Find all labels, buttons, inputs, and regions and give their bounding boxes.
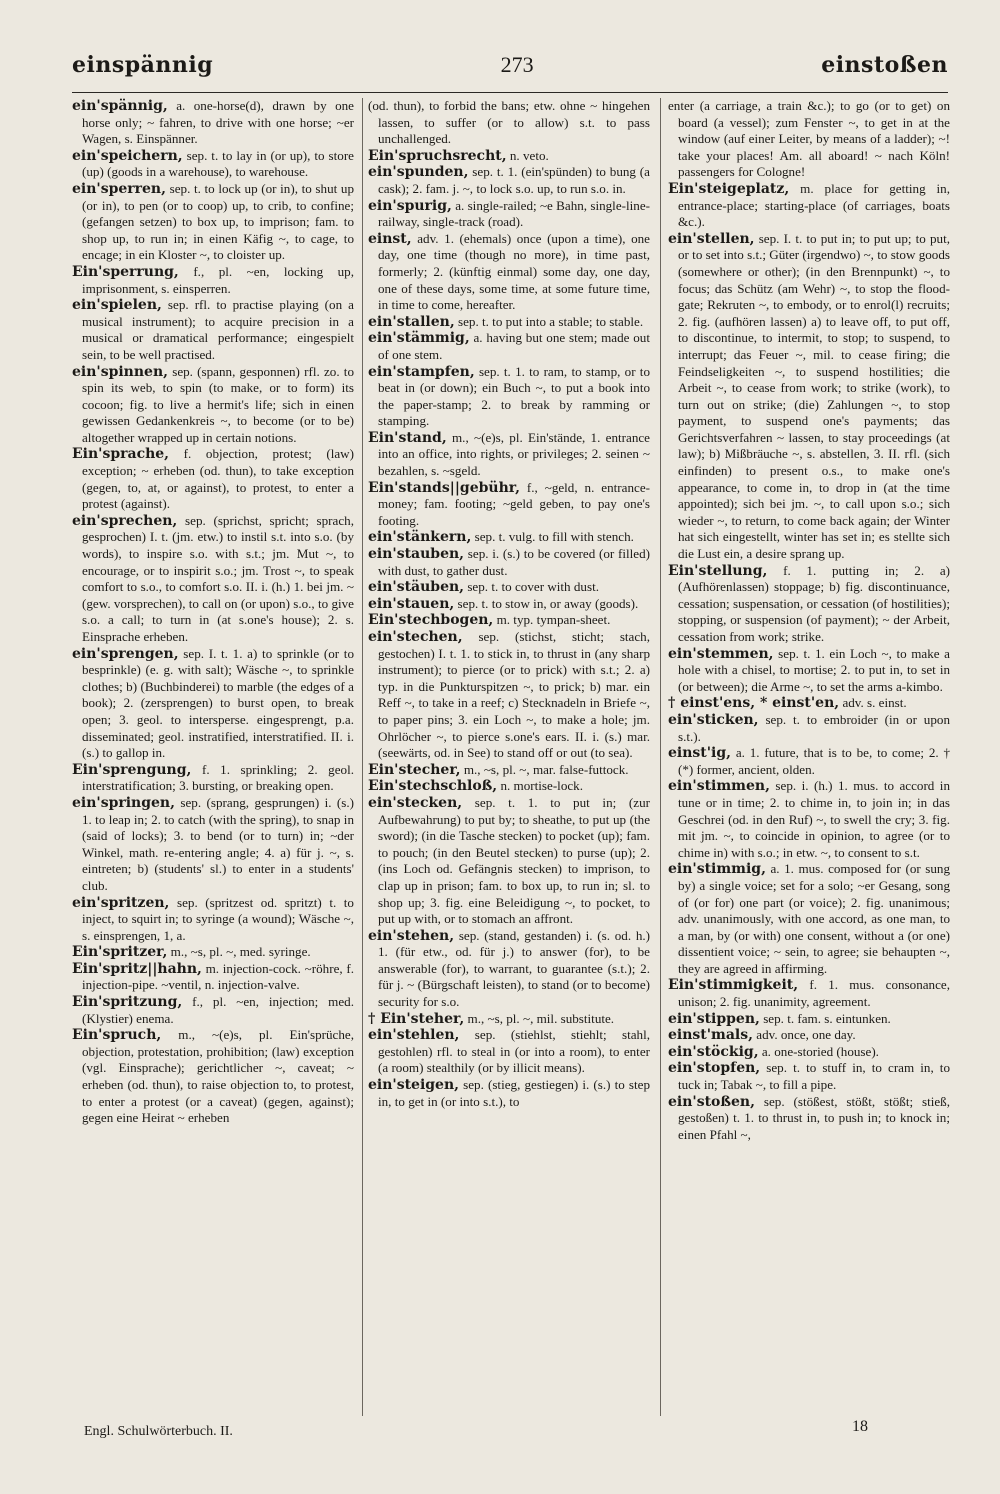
entry-headword: einst'ig,	[668, 745, 732, 762]
entry-definition: sep. t. to embroider (in or upon s.t.).	[678, 711, 950, 744]
entry-definition: n. mortise-lock.	[500, 778, 583, 794]
entry-headword: Ein'stecher,	[368, 761, 461, 778]
entry-headword: Ein'spritzer,	[72, 944, 168, 961]
dictionary-entry	[368, 364, 650, 430]
dictionary-entry	[668, 712, 950, 745]
dictionary-entry	[72, 994, 354, 1027]
entry-definition: sep. t. to cover with dust.	[467, 579, 599, 595]
entry-headword: ein'stäuben,	[368, 579, 465, 596]
entry-headword: ein'stampfen,	[368, 363, 475, 380]
entry-definition: m. typ. tympan-sheet.	[496, 612, 611, 628]
entry-columns	[72, 98, 950, 1416]
entry-definition: enter (a carriage, a train &c.); to go (or to get) on board (a vessel); zum Fenster ~, to get in at the window (auf einer Leiter, by means of a ladder); ~! take your places! Am. all aboard! ~ nach Köln! passengers for Cologne!	[668, 98, 950, 180]
entry-definition: sep. t. to put into a stable; to stable.	[458, 313, 644, 329]
entry-headword: ein'stoßen,	[668, 1093, 755, 1110]
entry-headword: einst,	[368, 230, 412, 247]
entry-definition: sep. (stößest, stößt, stößt; stieß, gestoßen) t. 1. to thrust in, to push in; to knock in; einen Pfahl ~,	[678, 1093, 950, 1142]
dictionary-entry	[368, 430, 650, 480]
dictionary-entry	[72, 98, 354, 148]
entry-definition: sep. t. to stuff in, to cram in, to tuck in; Tabak ~, to fill a pipe.	[678, 1060, 950, 1093]
entry-headword: Ein'spritzung,	[72, 994, 183, 1011]
entry-definition: a. 1. mus. composed for (or sung by) a single voice; set for a solo; ~er Gesang, song of (or for) one part (or voice); 2. fig. unanimous; adv. unanimously, with one accord, as one man, to a man, by (or with) one consent, without a (or one) dissentient voice; ~ sein, to agree; sie behaupten ~, they are agreed in affirming.	[678, 861, 950, 976]
entry-headword: ein'stippen,	[668, 1010, 760, 1027]
entry-headword: ein'stehlen,	[368, 1027, 460, 1044]
dictionary-entry	[668, 778, 950, 861]
entry-definition: sep. (sprichst, spricht; sprach, gesprochen) I. t. (jm. etw.) to instil s.t. into s.o. (by words), to inspire s.o. with s.t.; jm. Mut ~, to encourage, or to inspirit s.o.; jm. Trost ~, to speak comfort to s.o., to comfort s.o. II. i. (h.) 1. bei jm. ~ (gew. vorsprechen), to call on (or upon) s.o., to give s.o. a call; to turn in (at s.one's house); 2. s. Einsprache erheben.	[82, 512, 354, 644]
entry-definition: f. 1. sprinkling; 2. geol. interstratification; 3. bursting, or breaking open.	[82, 761, 354, 794]
entry-definition: sep. t. 1. to ram, to stamp, or to beat in (or down); ein Buch ~, to put a book into the paper-stamp; 2. to break by ramming or stamping.	[378, 363, 650, 429]
entry-headword: ein'stämmig,	[368, 330, 470, 347]
dictionary-entry	[368, 164, 650, 197]
dictionary-entry	[368, 330, 650, 363]
entry-headword: ein'sprechen,	[72, 512, 178, 529]
footer-book-title: Engl. Schulwörterbuch. II.	[84, 1424, 233, 1439]
entry-definition: sep. (stiehlst, stiehlt; stahl, gestohlen) rfl. to steal in (or into a room), to enter (a room) stealthily (or by illicit means).	[378, 1027, 650, 1076]
entry-headword: einst'mals,	[668, 1027, 753, 1044]
entry-definition: m. place for getting in, entrance-place; starting-place (of carriages, boats &c.).	[678, 180, 950, 230]
entry-headword: Ein'stand,	[368, 429, 447, 446]
entry-definition: m., ~(e)s, pl. Ein'stände, 1. entrance into an office, into rights, or privileges; 2. seinen ~ bezahlen, s. ~sgeld.	[378, 429, 650, 479]
header-rule	[72, 92, 948, 93]
dictionary-entry	[72, 961, 354, 994]
dictionary-entry	[668, 1027, 950, 1044]
entry-headword: ein'stimmig,	[668, 861, 766, 878]
entry-headword: Ein'stechschloß,	[368, 778, 498, 795]
dictionary-entry	[668, 1044, 950, 1061]
entry-headword: ein'stechen,	[368, 629, 463, 645]
entry-definition: adv. once, one day.	[756, 1027, 856, 1043]
entry-definition: a. having but one stem; made out of one stem.	[378, 330, 650, 362]
dictionary-entry	[72, 646, 354, 762]
dictionary-entry	[668, 861, 950, 977]
dictionary-entry	[72, 795, 354, 895]
dictionary-entry	[72, 297, 354, 363]
dictionary-entry	[668, 745, 950, 778]
entry-headword: ein'stimmen,	[668, 778, 770, 795]
dictionary-entry	[668, 181, 950, 231]
entry-headword: ein'stellen,	[668, 230, 755, 247]
entry-definition: a. one-horse(d), drawn by one horse only; ~ fahren, to drive with one horse; ~er Wagen, s. Einspänner.	[82, 98, 354, 147]
column-1	[72, 98, 354, 1416]
dictionary-entry	[72, 1027, 354, 1127]
column-3	[668, 98, 950, 1416]
dictionary-entry	[72, 895, 354, 945]
entry-headword: † einst'ens, * einst'en,	[668, 695, 840, 712]
entry-headword: ein'spinnen,	[72, 363, 168, 380]
entry-headword: ein'speichern,	[72, 147, 183, 164]
entry-definition: f., pl. ~en, locking up, imprisonment, s. einsperren.	[82, 263, 354, 296]
entry-headword: ein'stänkern,	[368, 529, 472, 546]
dictionary-entry	[72, 148, 354, 181]
entry-headword: Ein'stimmigkeit,	[668, 977, 799, 994]
dictionary-entry	[668, 1094, 950, 1144]
entry-definition: a. one-storied (house).	[761, 1043, 879, 1059]
entry-definition: sep. (spritzest od. spritzt) t. to inject, to squirt in; to syringe (a wound); Wäsche ~, s. einsprengen, 1, a.	[82, 894, 354, 943]
entry-definition: sep. (stand, gestanden) i. (s. od. h.) 1. (für etw., od. für j.) to answer (for), to be answerable (for), to warrant, to guarantee (s.t.); 2. für j. ~ (Bürgschaft leisten), to stand (or to become) security for s.o.	[378, 927, 650, 1010]
entry-headword: ein'stehen,	[368, 927, 455, 944]
entry-headword: ein'spurig,	[368, 197, 452, 214]
dictionary-entry	[368, 529, 650, 546]
entry-definition: f., pl. ~en, injection; med. (Klystier) enema.	[82, 994, 354, 1026]
entry-headword: ein'spielen,	[72, 297, 162, 314]
entry-headword: ein'springen,	[72, 794, 175, 811]
dictionary-entry	[368, 480, 650, 530]
entry-definition: sep. rfl. to practise playing (on a musical instrument); to acquire precision in a musical or dramatical performance; eingespielt sein, to be well practised.	[82, 297, 354, 362]
entry-definition: sep. t. 1. ein Loch ~, to make a hole with a chisel, to mortise; 2. to put in, to set in (or between); die Arme ~, to set the arms a-kimbo.	[678, 645, 950, 694]
dictionary-entry	[668, 563, 950, 646]
signature-mark: 18	[852, 1418, 868, 1435]
dictionary-entry	[368, 1077, 650, 1110]
entry-headword: Ein'stands||gebühr,	[368, 479, 520, 496]
entry-headword: ein'spunden,	[368, 164, 469, 181]
entry-definition: sep. (sprang, gesprungen) i. (s.) 1. to leap in; 2. to catch (with the spring), to snap in (said of locks); 3. to bend (or to turn) in; ~der Winkel, math. re-entering angle; 4. a) für j. ~, s. eintreten; b) (students' sl.) to enter in a students' club.	[82, 794, 354, 893]
entry-headword: ein'stallen,	[368, 313, 455, 330]
entry-definition: sep. i. (h.) 1. mus. to accord in tune or in time; 2. to chime in, to join in; in das Geschrei (od. in den Ruf) ~, to swell the cry; 3. fig. mit jm. ~, to coincide in opinion, to agree (or to chime in) with s.o.; in etw. ~, to consent to s.t.	[678, 778, 950, 860]
entry-definition: (od. thun), to forbid the bans; etw. ohne ~ hingehen lassen, to suffer (or to allow) s.t. to pass unchallenged.	[368, 98, 650, 147]
dictionary-entry	[72, 446, 354, 512]
dictionary-entry	[72, 181, 354, 264]
entry-definition: a. 1. future, that is to be, to come; 2. † (*) former, ancient, olden.	[678, 745, 950, 777]
page-number: 273	[500, 52, 534, 77]
dictionary-entry	[72, 944, 354, 961]
entry-headword: ein'stecken,	[368, 794, 463, 811]
entry-headword: ein'spännig,	[72, 98, 168, 114]
entry-headword: ein'sticken,	[668, 711, 759, 728]
entry-definition: sep. I. t. 1. a) to sprinkle (or to besprinkle) (e. g. with salt); Wäsche ~, to sprinkle clothes; b) (Buchbinderei) to marble (the edges of a book); 2. (zersprengen) to burst open, to break open; 3. geol. to intersperse. eingesprengt, p.a. disseminated; geol. instratified, interstratified. II. i. (s.) to gallop in.	[82, 645, 354, 761]
entry-headword: ein'stauen,	[368, 595, 455, 612]
dictionary-entry	[368, 1011, 650, 1028]
dictionary-entry	[668, 231, 950, 563]
dictionary-entry	[72, 513, 354, 646]
entry-headword: Ein'sprengung,	[72, 761, 192, 778]
dictionary-entry	[368, 98, 650, 148]
entry-definition: adv. s. einst.	[842, 695, 907, 711]
entry-definition: sep. i. (s.) to be covered (or filled) with dust, to gather dust.	[378, 546, 650, 578]
dictionary-entry	[368, 795, 650, 928]
entry-definition: sep. t. to lay in (or up), to store (up) (goods in a warehouse), to warehouse.	[82, 147, 354, 180]
entry-definition: sep. I. t. to put in; to put up; to put, or to set into s.t.; Güter (irgendwo) ~, to stow goods (somewhere or other); (in den Brennpunkt) ~, to focus; das Schütz (am Wehr) ~, to stop the flood-gate; Rekruten ~, to embody, or to enrol(l) recruits; 2. fig. (aufhören lassen) a) to leave off, to put off, to discontinue, to intermit, to stop; to suspend, to interrupt; das Feuer ~, mil. to cease firing; die Feindseligkeiten ~, to suspend hostilities; die Arbeit ~, to cease from work; to strike (work), to turn out on strike; (die) Zahlungen ~, to stop payment, to suspend one's payments; das Gerichtsverfahren ~ lassen, to stay proceedings (at law); b) Mißbräuche ~, s. abstellen, 3. II. rfl. (sich einfinden) to present o.s., to make one's appearance, to come in, to drop in (at the time appointed); sich bei jm. ~, to call upon s.o.; sich wieder ~, to return, to come back again; der Winter hat sich eingestellt, winter has set in; es stellte sich die Lust ein, a desire sprang up.	[678, 230, 950, 562]
entry-definition: f. 1. mus. consonance, unison; 2. fig. unanimity, agreement.	[678, 977, 950, 1010]
dictionary-entry	[368, 778, 650, 795]
entry-headword: Ein'spruchsrecht,	[368, 147, 507, 164]
entry-definition: sep. t. 1. (ein'spünden) to bung (a cask); 2. fam. j. ~, to lock s.o. up, to run s.o. in.	[378, 164, 650, 196]
dictionary-entry	[668, 646, 950, 696]
dictionary-entry	[368, 546, 650, 579]
entry-definition: f., ~geld, n. entrance-money; fam. footing; ~geld geben, to pay one's footing.	[378, 479, 650, 528]
entry-headword: Ein'stechbogen,	[368, 612, 494, 629]
dictionary-entry	[668, 977, 950, 1010]
dictionary-entry	[368, 198, 650, 231]
entry-headword: ein'stopfen,	[668, 1060, 761, 1077]
entry-definition: sep. (stichst, sticht; stach, gestochen) I. t. 1. to stick in, to thrust in (any sharp instrument); to pierce (or to prick) with s.t.; 2. a) typ. in die Punkturspitzen ~, to prick; b) mar. ein Reff ~, to take in a reef; c) Stecknadeln in Briefe ~, to paper pins; 3. ein Loch ~, to make a hole; jm. Ohrlöcher ~, to pierce s.one's ears. II. i. (s.) mar. (seewärts, od. in See) to stand off or out (to sea).	[378, 629, 650, 761]
page-header	[72, 52, 948, 88]
entry-headword: ein'stöckig,	[668, 1043, 759, 1060]
column-2	[368, 98, 650, 1416]
entry-definition: f. 1. putting in; 2. a) (Aufhörenlassen) stoppage; b) fig. discontinuance, cessation; suspensation, or cessation (of hostilities); stopping, or suspension (of payment); ~ der Arbeit, cessation from work; strike.	[678, 562, 950, 644]
dictionary-entry	[368, 579, 650, 596]
dictionary-entry	[72, 364, 354, 447]
entry-definition: m., ~s, pl. ~, med. syringe.	[170, 944, 311, 960]
entry-headword: Ein'spruch,	[72, 1027, 162, 1044]
dictionary-entry	[668, 1011, 950, 1028]
entry-definition: adv. 1. (ehemals) once (upon a time), one day, one time (though no more), in time past, formerly; 2. (künftig einmal) some day, one day, one of these days, some time, at some future time, in time to come, hereafter.	[378, 230, 650, 313]
entry-definition: f. objection, protest; (law) exception; ~ erheben (od. thun), to take exception (gegen, to, at, or against), to protest, to enter a protest (against).	[82, 446, 354, 512]
dictionary-entry	[368, 148, 650, 165]
entry-definition: sep. (spann, gesponnen) rfl. zo. to spin its web, to spin (to make, or to form) its cocoon; fig. to live a hermit's life; sich in einen gewissen Gedankenkreis ~, to become (or to be) altogether wrapped up in certain notions.	[82, 363, 354, 445]
entry-definition: m., ~s, pl. ~, mar. false-futtock.	[463, 761, 629, 777]
entry-headword: ein'sperren,	[72, 180, 166, 197]
entry-definition: sep. t. vulg. to fill with stench.	[474, 529, 634, 545]
entry-definition: sep. (stieg, gestiegen) i. (s.) to step in, to get in (or into s.t.), to	[378, 1077, 650, 1109]
entry-headword: ein'stemmen,	[668, 645, 774, 662]
dictionary-entry	[668, 98, 950, 181]
entry-definition: sep. t. to stow in, or away (goods).	[457, 595, 639, 611]
dictionary-entry	[368, 596, 650, 613]
dictionary-entry	[668, 695, 950, 712]
dictionary-entry	[72, 264, 354, 297]
entry-headword: Ein'stellung,	[668, 562, 768, 579]
dictionary-entry	[368, 629, 650, 762]
dictionary-entry	[368, 231, 650, 314]
dictionary-entry	[368, 1027, 650, 1077]
entry-definition: sep. t. 1. to put in; (zur Aufbewahrung) to put by; to sheathe, to put up (the sword); (in die Tasche stecken) to pocket (up); fam. to pouch; (in den Beutel stecken) to purse (up); 2. (ins Loch od. Gefängnis stecken) to imprison, to clap up in prison; fam. to box up, to run in; sl. to shop up; 3. fig. eine Beleidigung ~, to pocket, to put up with, or to stomach an affront.	[378, 794, 650, 927]
dictionary-entry	[668, 1060, 950, 1093]
entry-definition: a. single-railed; ~e Bahn, single-line-railway, single-track (road).	[378, 197, 650, 230]
entry-definition: sep. t. to lock up (or in), to shut up (or in), to pen (or to coop) up, to crib, to confine; (gefangen setzen) to box up, to imprison; fam. to shop up, to run in; in einen Käfig ~, to cage, to encage; in ein Kloster ~, to cloister up.	[82, 180, 354, 263]
left-running-headword: einspännig	[72, 52, 214, 78]
entry-headword: † Ein'steher,	[368, 1010, 465, 1027]
entry-headword: ein'sprengen,	[72, 645, 179, 662]
entry-headword: Ein'spritz||hahn,	[72, 960, 202, 977]
dictionary-entry	[368, 762, 650, 779]
entry-headword: Ein'sperrung,	[72, 263, 179, 280]
dictionary-entry	[72, 762, 354, 795]
entry-definition: n. veto.	[509, 147, 549, 163]
entry-headword: ein'stauben,	[368, 546, 465, 563]
entry-headword: Ein'steigeplatz,	[668, 180, 790, 197]
entry-headword: ein'steigen,	[368, 1077, 460, 1094]
entry-headword: Ein'sprache,	[72, 446, 170, 463]
entry-definition: m., ~s, pl. ~, mil. substitute.	[467, 1010, 615, 1026]
dictionary-entry	[368, 928, 650, 1011]
dictionary-entry	[368, 314, 650, 331]
entry-headword: ein'spritzen,	[72, 894, 170, 911]
entry-definition: sep. t. fam. s. eintunken.	[763, 1010, 891, 1026]
right-running-headword: einstoßen	[821, 52, 948, 78]
entry-definition: m. injection-cock. ~röhre, f. injection-pipe. ~ventil, n. injection-valve.	[82, 960, 354, 993]
dictionary-entry	[368, 612, 650, 629]
entry-definition: m., ~(e)s, pl. Ein'sprüche, objection, protestation, prohibition; (law) exception (vgl. Einsprache); gerichtlicher ~, caveat; ~ erheben (od. thun), to raise objection to, to protest, to enter a protest (or a caveat) (gegen, against); gegen eine Heirat ~ erheben	[82, 1027, 354, 1126]
